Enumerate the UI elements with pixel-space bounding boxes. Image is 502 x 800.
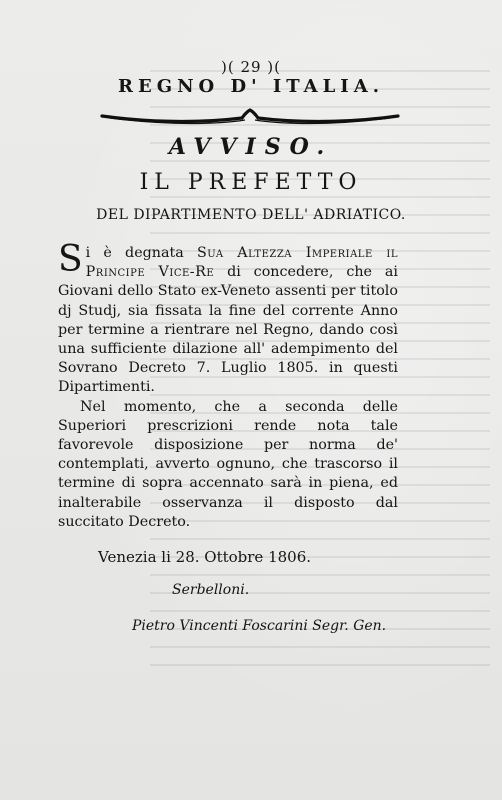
signature-prefect: Serbelloni.: [172, 582, 250, 598]
issuer-heading: IL PREFETTO: [139, 170, 363, 195]
p1-royal-title: Sua Altezza Imperiale il Principe Vice-Re: [85, 245, 399, 281]
department-heading: DEL DIPARTIMENTO DELL' ADRIATICO.: [96, 207, 406, 223]
p1-text-b: di concedere, che ai Giovani dello Stato ex-Veneto assenti per titolo dj Studj, sia fissata la fine del corrente Anno per termine a rientrare nel Regno, dando così una sufficiente dilazione all' adempimento del Sovrano Decreto 7. Luglio 1805. in questi Dipartimenti.: [58, 264, 398, 396]
notice-body: [58, 239, 399, 532]
drop-cap: S: [58, 239, 83, 280]
paragraph-2: Nel momento, che a seconda delle Superiori prescrizioni rende nota tale favorevole disposizione per norma de' contemplati, avverto ognuno, che trascorso il termine di sopra accennato sarà in piena, ed inalterabile osservanza il disposto dal succitato Decreto.: [58, 398, 398, 530]
kingdom-heading: REGNO D' ITALIA.: [118, 76, 384, 97]
date-line: Venezia li 28. Ottobre 1806.: [98, 548, 312, 566]
page-number: )( 29 )(: [220, 58, 282, 76]
paragraph-1: [58, 239, 399, 398]
p1-text-a: i è degnata: [85, 245, 197, 261]
ornamental-rule: [100, 108, 400, 130]
notice-title: AVVISO.: [168, 134, 334, 160]
signature-secretary: Pietro Vincenti Foscarini Segr. Gen.: [132, 618, 387, 634]
